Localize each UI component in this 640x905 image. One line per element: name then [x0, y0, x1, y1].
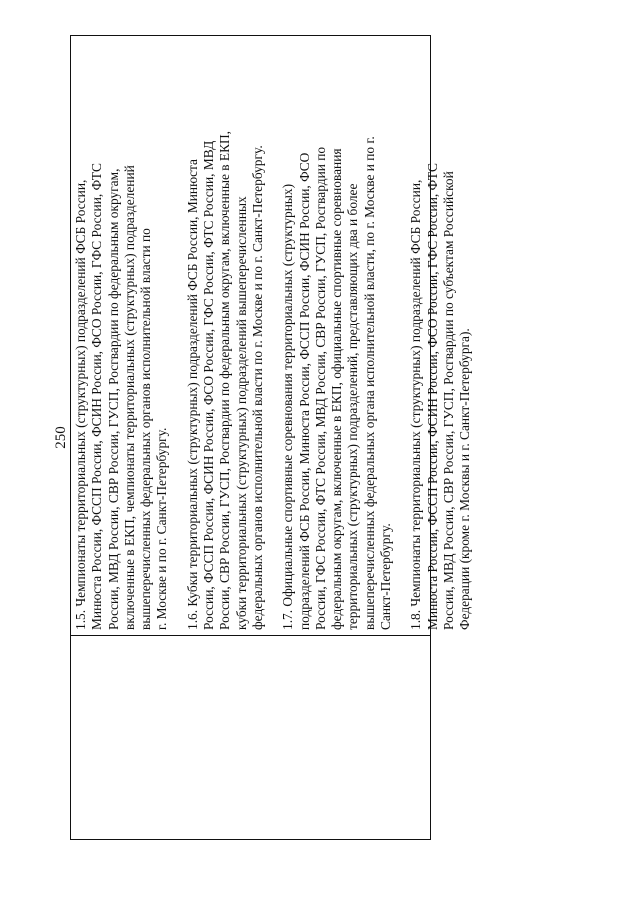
entry-1-8 [408, 44, 473, 630]
entry-line: включенные в ЕКП, чемпионаты территориальных (структурных) подразделений [121, 165, 137, 630]
entry-line: подразделений ФСБ России, Минюста России, ФССП России, ФСИН России, ФСО [296, 152, 312, 630]
entry-line: 1.8. Чемпионаты территориальных (структурных) подразделений ФСБ России, [408, 179, 424, 630]
right-column-cell [71, 36, 473, 634]
entry-line: России, МВД России, СВР России, ГУСП, Росгвардии по субъектам Российской [440, 171, 456, 630]
entry-line: территориальных (структурных) подразделений, представляющих два и более [345, 183, 361, 630]
entry-line: федеральным округам, включенные в ЕКП, официальные спортивные соревнования [329, 148, 345, 630]
entry-line: Федерации (кроме г. Москвы и г. Санкт-Петербурга). [457, 328, 473, 630]
entry-line: 1.5. Чемпионаты территориальных (структурных) подразделений ФСБ России, [73, 179, 88, 630]
entry-line: кубки территориальных (структурных) подразделений вышеперечисленных [233, 196, 249, 630]
entry-line: Санкт-Петербургу. [378, 523, 394, 630]
entry-line: России, СВР России, ГУСП, Росгвардии по федеральным округам, включенные в ЕКП, [217, 130, 233, 630]
entry-1-5 [73, 44, 171, 630]
entry-line: вышеперечисленных федеральных органов исполнительной власти по [138, 228, 154, 630]
entry-line: России, МВД России, СВР России, ГУСП, Росгвардии по федеральным округам, [105, 168, 121, 630]
entry-line: федеральных органов исполнительной власти по г. Москве и по г. Санкт-Петербургу. [249, 145, 265, 630]
entry-line: вышеперечисленных федеральных органа исполнительной власти, по г. Москве и по г. [361, 136, 377, 630]
left-column-cell [71, 636, 430, 839]
entry-1-7 [280, 44, 394, 630]
entry-line: 1.7. Официальные спортивные соревнования территориальных (структурных) [280, 183, 296, 630]
entry-line: 1.6. Кубки территориальных (структурных) подразделений ФСБ России, Минюста [184, 159, 200, 630]
entry-line: Минюста России, ФССП России, ФСИН России, ФСО России, ГФС России, ФТС [89, 163, 105, 630]
column-divider [71, 635, 430, 636]
entry-line: г. Москве и по г. Санкт-Петербургу. [154, 427, 170, 630]
entry-line: России, ГФС России, ФТС России, МВД России, СВР России, ГУСП, Росгвардии по [312, 146, 328, 630]
entry-line: России, ФССП России, ФСИН России, ФСО России, ГФС России, ФТС России, МВД [201, 140, 217, 630]
sports-events-table [70, 35, 473, 840]
page-number: 250 [53, 426, 69, 449]
entry-line: Минюста России, ФССП России, ФСИН России, ФСО России, ГФС России, ФТС [424, 163, 440, 630]
rotated-content [53, 35, 473, 840]
entry-1-6 [185, 44, 266, 630]
